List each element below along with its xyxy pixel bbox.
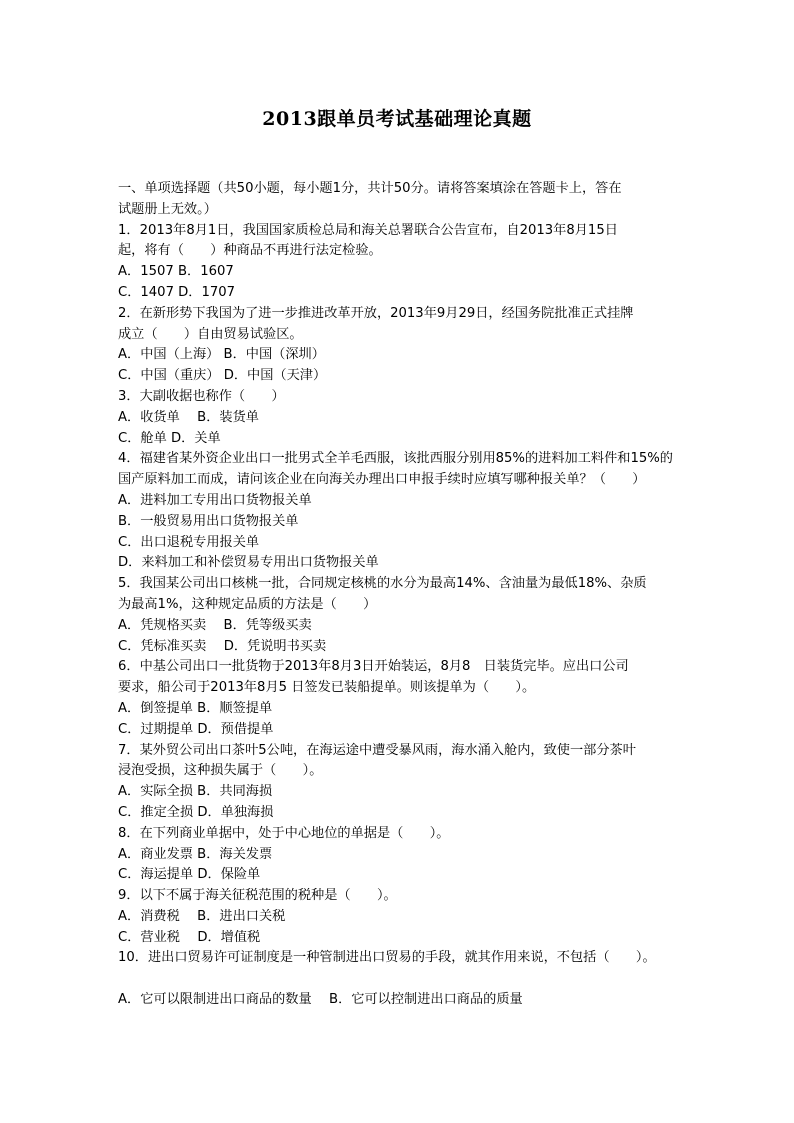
text-line: B．一般贸易用出口货物报关单 (118, 513, 299, 529)
text-line: 4．福建省某外资企业出口一批男式全羊毛西服，该批西服分别用85%的进料加工料件和15%的 (118, 451, 673, 467)
text-line: A．进料加工专用出口货物报关单 (118, 492, 312, 508)
text-line: C．中国（重庆） D．中国（天津） (118, 368, 327, 384)
text-line: 国产原料加工而成，请问该企业在向海关办理出口申报手续时应填写哪种报关单？（ ） (118, 472, 646, 488)
text-line: C．海运提单 D．保险单 (118, 867, 261, 883)
text-line: 试题册上无效。） (118, 201, 217, 217)
text-line: D．来料加工和补偿贸易专用出口货物报关单 (118, 555, 379, 571)
text-line: C．舱单 D．关单 (118, 430, 221, 446)
document-body (118, 179, 718, 1011)
text-line: A．它可以限制进出口商品的数量 B．它可以控制进出口商品的质量 (118, 992, 523, 1008)
text-line: 6．中基公司出口一批货物于2013年8月3日开始装运，8月8 日装货完毕。应出口公司 (118, 659, 629, 675)
text-line: C．出口退税专用报关单 (118, 534, 260, 550)
text-line: A．实际全损 B．共同海损 (118, 784, 273, 800)
text-line: A．收货单 B．装货单 (118, 409, 259, 425)
text-line: A．1507 B．1607 (118, 264, 234, 280)
text-line: 1．2013年8月1日，我国国家质检总局和海关总署联合公告宣布，自2013年8月15日 (118, 222, 618, 238)
text-line: 浸泡受损，这种损失属于（ ）。 (118, 763, 323, 779)
text-line: A．中国（上海） B．中国（深圳） (118, 347, 325, 363)
text-line: C．过期提单 D．预借提单 (118, 721, 274, 737)
text-line: 9．以下不属于海关征税范围的税种是（ ）。 (118, 888, 397, 904)
text-line: 5．我国某公司出口核桃一批，合同规定核桃的水分为最高14%、含油量为最低18%、杂质 (118, 576, 647, 592)
text-line: C．推定全损 D．单独海损 (118, 804, 274, 820)
document-title: 2013跟单员考试基础理论真题 (262, 108, 532, 130)
text-line: 10．进出口贸易许可证制度是一种管制进出口贸易的手段，就其作用来说，不包括（ ）。 (118, 950, 656, 966)
text-line: A．倒签提单 B．顺签提单 (118, 700, 273, 716)
text-line: 8．在下列商业单据中，处于中心地位的单据是（ ）。 (118, 825, 450, 841)
text-line: A．凭规格买卖 B．凭等级买卖 (118, 617, 312, 633)
text-line: 成立（ ）自由贸易试验区。 (118, 326, 303, 342)
text-line: 7．某外贸公司出口茶叶5公吨，在海运途中遭受暴风雨，海水涌入舱内，致使一部分茶叶 (118, 742, 636, 758)
text-line: 一、单项选择题（共50小题，每小题1分，共计50分。请将答案填涂在答题卡上，答在 (118, 181, 622, 196)
text-line: C．凭标准买卖 D．凭说明书买卖 (118, 638, 327, 654)
text-line: C．1407 D．1707 (118, 284, 236, 300)
text-line: 3．大副收据也称作（ ） (118, 388, 285, 404)
text-line: A．消费税 B．进出口关税 (118, 908, 286, 924)
text-line: 起，将有（ ）种商品不再进行法定检验。 (118, 243, 382, 259)
text-line: 要求，船公司于2013年8月5 日签发已装船提单。则该提单为（ ）。 (118, 680, 536, 696)
text-line: C．营业税 D．增值税 (118, 929, 261, 945)
text-line: A．商业发票 B．海关发票 (118, 846, 273, 862)
text-line: 2．在新形势下我国为了进一步推进改革开放，2013年9月29日，经国务院批准正式挂牌 (118, 305, 634, 321)
text-line: 为最高1%，这种规定品质的方法是（ ） (118, 596, 377, 612)
